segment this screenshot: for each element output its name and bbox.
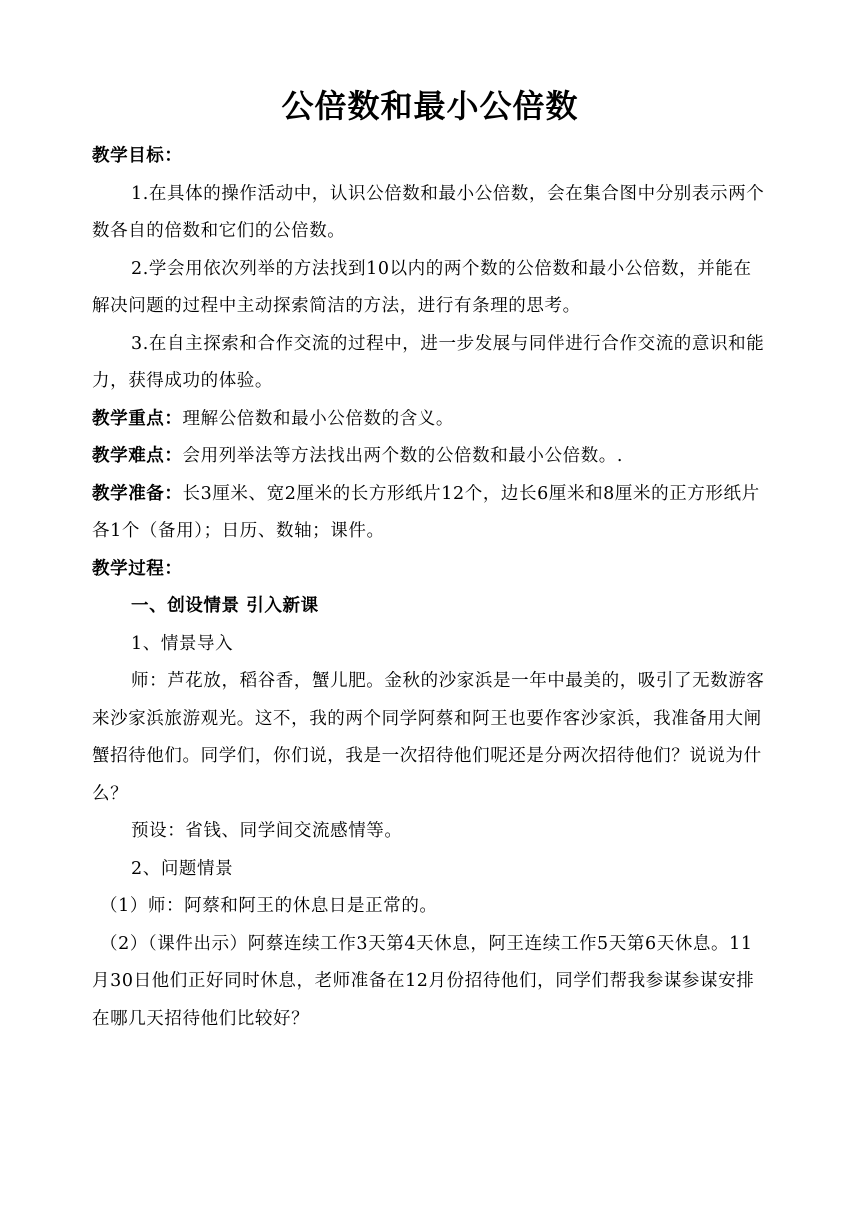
preset-paragraph: 预设：省钱、同学间交流感情等。 — [131, 821, 403, 841]
item-1: （1）师：阿蔡和阿王的休息日是正常的。 — [100, 896, 438, 916]
process-label: 教学过程： — [92, 558, 183, 579]
teacher-intro-paragraph: 师：芦花放，稻谷香，蟹儿肥。金秋的沙家浜是一年中最美的，吸引了无数游客来沙家浜旅游观光。这不，我的两个同学阿蔡和阿王也要作客沙家浜，我准备用大闸蟹招待他们。同学们，你们说，我是一次招待他们呢还是分两次招待他们？说说为什么？ — [92, 671, 765, 804]
objective-item-2: 2.学会用依次列举的方法找到10以内的两个数的公倍数和最小公倍数，并能在解决问题的过程中主动探索简洁的方法，进行有条理的思考。 — [92, 258, 752, 316]
subsection-1: 1、情景导入 — [131, 633, 234, 654]
difficulty-label: 教学难点： — [92, 446, 183, 466]
key-point-paragraph — [92, 401, 768, 439]
document-title: 公倍数和最小公倍数 — [281, 87, 579, 125]
preparation-text: 长3厘米、宽2厘米的长方形纸片12个，边长6厘米和8厘米的正方形纸片各1个（备用）；日历、数轴；课件。 — [92, 483, 760, 541]
difficulty-text: 会用列举法等方法找出两个数的公倍数和最小公倍数。. — [182, 446, 624, 466]
objective-item-3: 3.在自主探索和合作交流的过程中，进一步发展与同伴进行合作交流的意识和能力，获得成功的体验。 — [92, 333, 765, 391]
preparation-paragraph — [92, 476, 768, 551]
key-point-text: 理解公倍数和最小公倍数的含义。 — [182, 408, 454, 429]
objectives-label: 教学目标： — [92, 146, 183, 166]
item-2: （2）（课件出示）阿蔡连续工作3天第4天休息，阿王连续工作5天第6天休息。11月30日他们正好同时休息，老师准备在12月份招待他们，同学们帮我参谋参谋安排在哪几天招待他们比较好？ — [92, 933, 755, 1029]
subsection-2: 2、问题情景 — [131, 858, 234, 879]
difficulty-paragraph — [92, 438, 768, 476]
document-body — [92, 138, 768, 1038]
key-point-label: 教学重点： — [92, 408, 183, 429]
preparation-label: 教学准备： — [92, 483, 183, 504]
objective-item-1: 1.在具体的操作活动中，认识公倍数和最小公倍数，会在集合图中分别表示两个数各自的倍数和它们的公倍数。 — [92, 183, 765, 241]
section1-heading: 一、创设情景 引入新课 — [131, 596, 319, 616]
